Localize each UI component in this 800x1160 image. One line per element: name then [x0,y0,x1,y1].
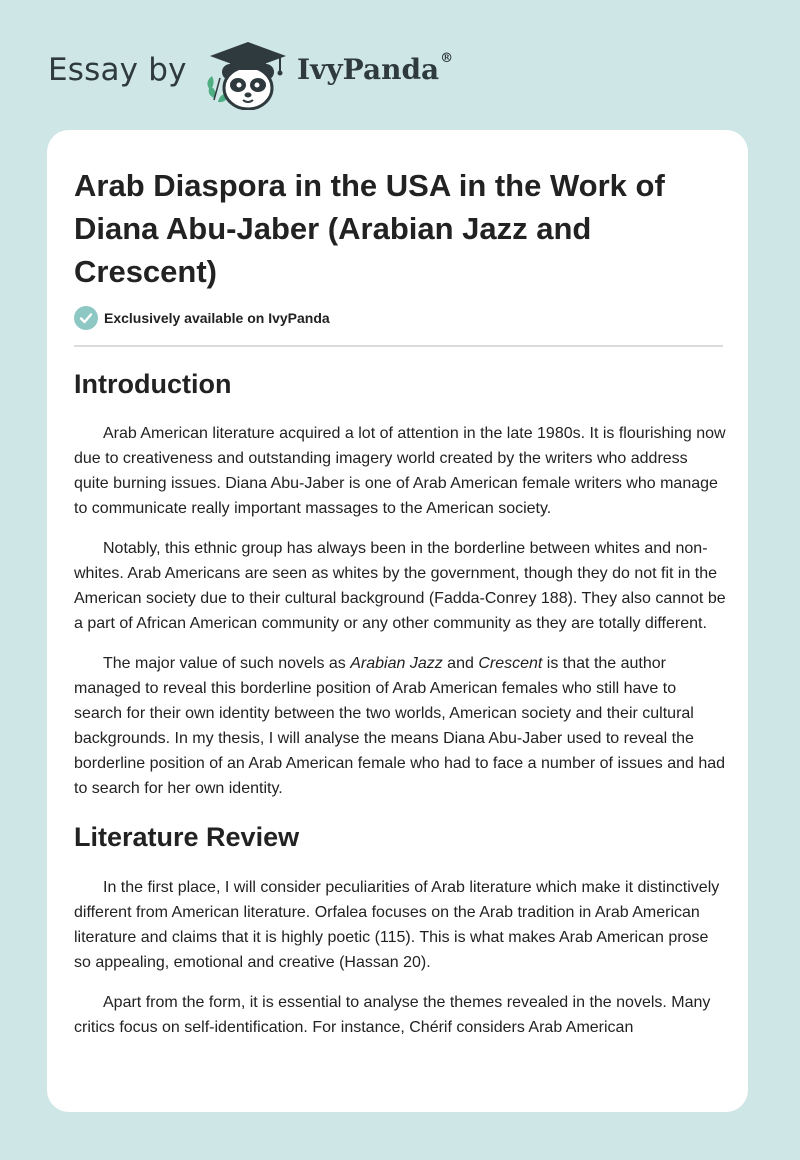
essay-card [47,130,748,1112]
essay-body [74,366,726,1055]
site-header [0,0,800,130]
section-heading-literature-review: Literature Review [74,822,300,852]
book-title-crescent: Crescent [478,655,543,672]
ivypanda-logo-icon [200,38,294,110]
exclusive-badge [74,306,330,330]
ivypanda-brand-name: IvyPanda® [297,51,454,86]
essay-by-label: Essay by [48,52,187,88]
exclusive-badge-label: Exclusively available on IvyPanda [104,310,330,326]
paragraph: The major value of such novels as Arabian Jazz and Crescent is that the author managed to reveal this borderline position of Arab American females who still have to search for their own identity between the two worlds, American society and their cultural backgrounds. In my thesis, I will analyse the means Diana Abu-Jaber used to reveal the borderline position of an Arab American female who had to face a number of issues and had to search for her own identity. [74,655,726,797]
paragraph: Notably, this ethnic group has always been in the borderline between whites and non-whites. Arab Americans are seen as whites by the government, though they do not fit in the American society due to their cultural background (Fadda-Conrey 188). They also cannot be a part of African American community or any other community as they are totally different. [74,540,726,632]
essay-title: Arab Diaspora in the USA in the Work of Diana Abu-Jaber (Arabian Jazz and Crescent) [74,168,665,289]
paragraph: In the first place, I will consider peculiarities of Arab literature which make it distinctively different from American literature. Orfalea focuses on the Arab tradition in Arab American literature and claims that it is highly poetic (115). This is what makes Arab American prose so appealing, emotional and creative (Hassan 20). [74,879,720,971]
section-heading-introduction: Introduction [74,369,232,399]
divider [74,345,723,347]
paragraph: Apart from the form, it is essential to analyse the themes revealed in the novels. Many critics focus on self-identification. For instance, Chérif considers Arab American [74,994,711,1036]
paragraph: Arab American literature acquired a lot of attention in the late 1980s. It is flourishing now due to creativeness and outstanding imagery world created by the writers who address quite burning issues. Diana Abu-Jaber is one of Arab American female writers who manage to communicate really important massages to the American society. [74,425,726,517]
check-icon [74,306,98,330]
book-title-arabian-jazz: Arabian Jazz [350,655,443,672]
